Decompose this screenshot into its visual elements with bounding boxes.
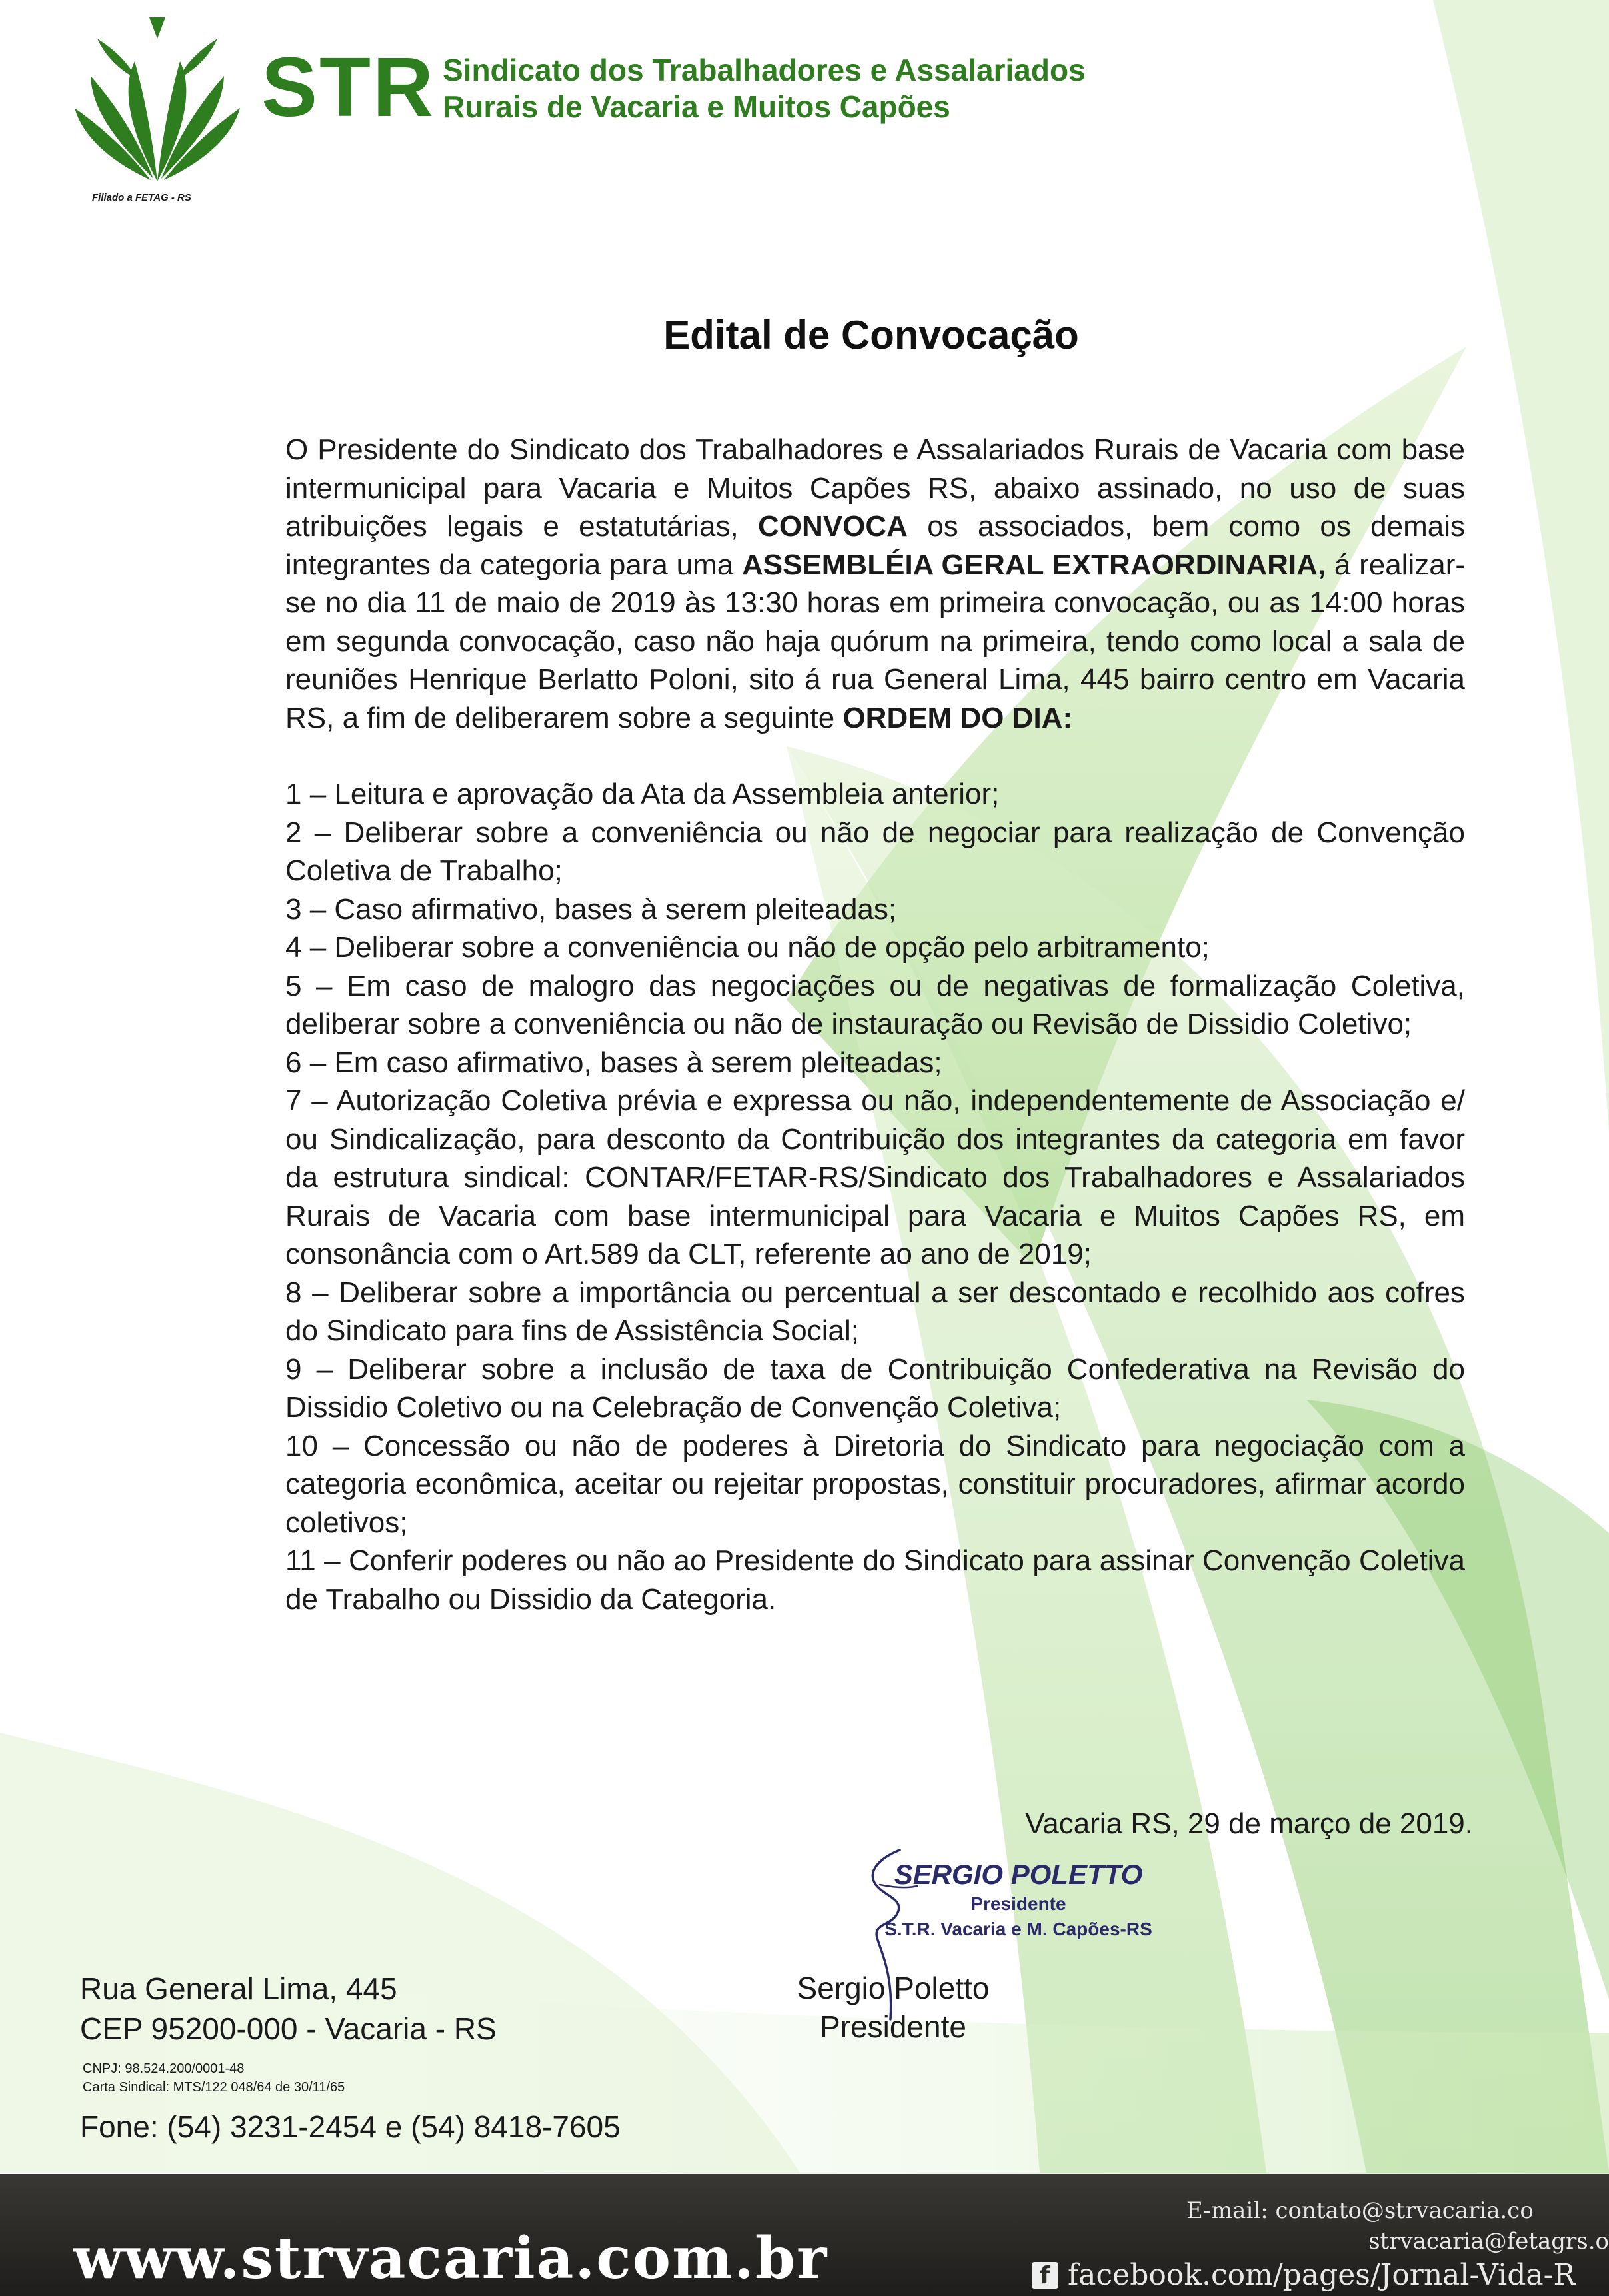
- intro-paragraph: [285, 431, 1465, 737]
- facebook-url[interactable]: facebook.com/pages/Jornal-Vida-R: [1068, 2258, 1576, 2292]
- stamp-name: SERGIO POLETTO: [894, 1859, 1143, 1890]
- email-contato[interactable]: E-mail: contato@strvacaria.co: [1186, 2197, 1534, 2224]
- agenda-item: 4 – Deliberar sobre a conveniência ou não de opção pelo arbitramento;: [285, 931, 1210, 964]
- agenda-item: 8 – Deliberar sobre a importância ou percentual a ser descontado e recolhido aos cofres do Sindicato para fins de Assistência Social;: [285, 1276, 1465, 1347]
- address-block: [80, 1969, 497, 2049]
- agenda-item: 1 – Leitura e aprovação da Ata da Assembleia anterior;: [285, 778, 1000, 810]
- registry-block: [83, 2059, 345, 2097]
- address-street: Rua General Lima, 445: [80, 1971, 397, 2006]
- agenda-item: 11 – Conferir poderes ou não ao Presidente do Sindicato para assinar Convenção Coletiva de Trabalho ou Dissidio da Categoria.: [285, 1544, 1465, 1616]
- cnpj-number: CNPJ: 98.524.200/0001-48: [83, 2061, 245, 2076]
- intro-text-3: á realizar-se no dia 11 de maio de 2019 às 13:30 horas em primeira convocação, ou as 14:00 horas em segunda convocação, caso não haja quórum na primeira, tendo como local a sala de reuniões Henrique Berlatto Poloni, sito á rua General Lima, 445 bairro centro em Vacaria RS, a fim de deliberarem sobre a seguinte: [285, 548, 1466, 734]
- place-date: Vacaria RS, 29 de março de 2019.: [1025, 1807, 1473, 1840]
- intro-bold-ordem: ORDEM DO DIA:: [842, 701, 1073, 734]
- social-link[interactable]: [1032, 2258, 1609, 2292]
- brand-name-line1: Sindicato dos Trabalhadores e Assalariados: [443, 53, 1086, 87]
- email-fetag[interactable]: strvacaria@fetagrs.o: [1368, 2228, 1609, 2255]
- website-link[interactable]: www.strvacaria.com.br: [73, 2225, 828, 2292]
- signer-block: [760, 1969, 1026, 2046]
- phone-numbers: Fone: (54) 3231-2454 e (54) 8418-7605: [80, 2109, 621, 2144]
- address-cep-city: CEP 95200-000 - Vacaria - RS: [80, 2011, 497, 2046]
- intro-bold-convoca: CONVOCA: [758, 510, 908, 543]
- charter-number: Carta Sindical: MTS/122 048/64 de 30/11/65: [83, 2080, 345, 2095]
- agenda-item: 9 – Deliberar sobre a inclusão de taxa de Contribuição Confederativa na Revisão do Dissidio Coletivo ou na Celebração de Convenção Coletiva;: [285, 1352, 1465, 1424]
- agenda-item: 10 – Concessão ou não de poderes à Diretoria do Sindicato para negociação com a categoria econômica, aceitar ou rejeitar propostas, constituir procuradores, afirmar acordo coletivos;: [285, 1429, 1465, 1539]
- agenda-item: 7 – Autorização Coletiva prévia e expressa ou não, independentemente de Associação e/ ou Sindicalização, para desconto da Contribuição dos integrantes da categoria em favor da estrutura sindical: CONTAR/FETAR-RS/Sindicato dos Trabalhadores e Assalariados Rurais de Vacaria com base intermunicipal para Vacaria e Muitos Capões RS, em consonância com o Art.589 da CLT, referente ao ano de 2019;: [285, 1084, 1465, 1270]
- document-body: [285, 431, 1465, 1618]
- agenda-item: 5 – Em caso de malogro das negociações ou de negativas de formalização Coletiva, deliberar sobre a conveniência ou não de instauração ou Revisão de Dissidio Coletivo;: [285, 969, 1465, 1040]
- affiliation-label: Filiado a FETAG - RS: [92, 192, 191, 203]
- brand-name: [443, 52, 1086, 125]
- agenda-list: [285, 775, 1465, 1618]
- email-block: [1186, 2195, 1609, 2257]
- document-title: Edital de Convocação: [663, 313, 1079, 357]
- signer-role: Presidente: [820, 2009, 966, 2044]
- intro-text-1: O Presidente do Sindicato dos Trabalhadores e Assalariados Rurais de Vacaria com base intermunicipal para Vacaria e Muitos Capões RS, abaixo assinado, no uso de suas atribuições legais e estatutárias,: [285, 433, 1465, 543]
- stamp-role: Presidente: [970, 1893, 1066, 1914]
- stamp-org: S.T.R. Vacaria e M. Capões-RS: [884, 1919, 1152, 1939]
- brand-name-line2: Rurais de Vacaria e Muitos Capões: [443, 89, 950, 124]
- brand-acronym: STR: [261, 40, 435, 134]
- leaf-sprout-logo-icon: [72, 15, 243, 189]
- signer-name: Sergio Poletto: [797, 1971, 990, 2005]
- agenda-item: 3 – Caso afirmativo, bases à serem pleiteadas;: [285, 892, 897, 926]
- intro-text-2: os associados, bem como os demais integrantes da categoria para uma: [285, 510, 1465, 581]
- facebook-icon: f: [1032, 2262, 1058, 2289]
- agenda-item: 6 – Em caso afirmativo, bases à serem pleiteadas;: [285, 1046, 942, 1079]
- intro-bold-assembleia: ASSEMBLÉIA GERAL EXTRAORDINARIA,: [741, 548, 1326, 581]
- agenda-item: 2 – Deliberar sobre a conveniência ou não de negociar para realização de Convenção Coletiva de Trabalho;: [285, 816, 1465, 887]
